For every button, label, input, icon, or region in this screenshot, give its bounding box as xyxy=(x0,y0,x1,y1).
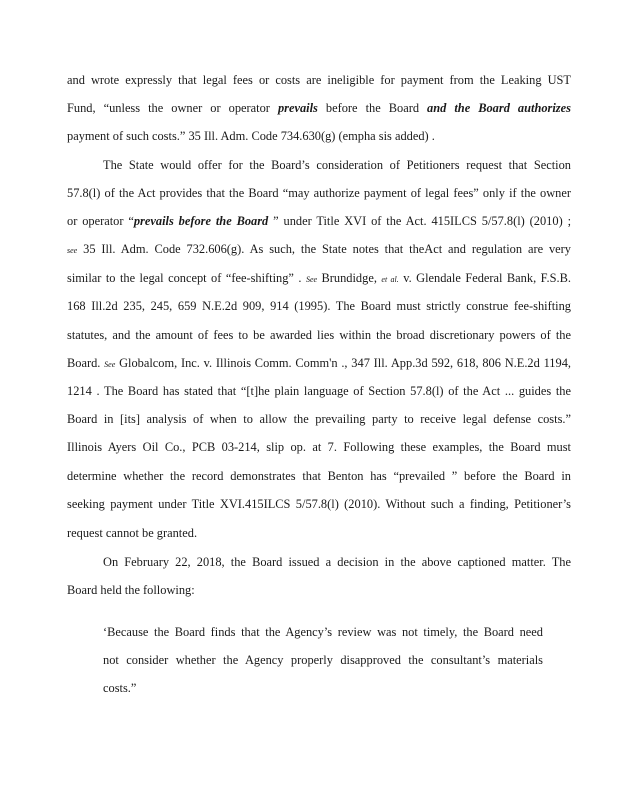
para2-line6: 168 Ill.2d 235, 245, 659 N.E.2d 909, 914 (1995). The Board must strictly construe fee-shifting xyxy=(67,299,571,313)
para2-line13: seeking payment under Title XVI.415ILCS 5/57.8(l) (2010). Without such a finding, Petitioner’s xyxy=(67,497,571,511)
para2-text: Board. xyxy=(67,356,101,370)
para2-line8 xyxy=(67,355,571,373)
case-name: Brundidge, xyxy=(321,271,377,285)
quote-line2: not consider whether the Agency properly disapproved the consultant’s materials xyxy=(103,653,543,667)
signal-see: See xyxy=(305,275,318,284)
para2-line3 xyxy=(67,213,571,229)
quote-line3: costs.” xyxy=(103,681,137,695)
para2-line9: 1214 . The Board has stated that “[t]he plain language of Section 57.8(l) of the Act ... guides the xyxy=(67,384,571,398)
signal-see: See xyxy=(104,360,116,369)
para2-text: 35 Ill. Adm. Code 732.606(g). As such, the State notes that theAct and regulation are very xyxy=(83,242,571,256)
para2-line2: 57.8(l) of the Act provides that the Board “may authorize payment of legal fees” only if the owner xyxy=(67,186,571,200)
para2-line7: statutes, and the amount of fees to be awarded lies within the broad discretionary powers of the xyxy=(67,328,571,342)
para2-line4 xyxy=(67,241,571,259)
emphasis-prevails: prevails xyxy=(277,101,318,115)
para2-line14: request cannot be granted. xyxy=(67,526,198,540)
quote-line1: ‘Because the Board finds that the Agency’s review was not timely, the Board need xyxy=(103,625,543,639)
emphasis-prevails-before-board: prevails before the Board xyxy=(133,214,269,228)
para1-line1: and wrote expressly that legal fees or costs are ineligible for payment from the Leaking UST xyxy=(67,73,571,87)
para2-text: or operator “ xyxy=(67,214,134,228)
para2-text: ” under Title XVI of the Act. 415ILCS 5/57.8(l) (2010) ; xyxy=(273,214,572,228)
case-name: v. Glendale Federal Bank, F.S.B. xyxy=(403,271,571,285)
et-al: et al. xyxy=(381,275,399,284)
citation: Globalcom, Inc. v. Illinois Comm. Comm'n ., 347 Ill. App.3d 592, 618, 806 N.E.2d 1194, xyxy=(119,356,571,370)
signal-see: see xyxy=(67,246,78,255)
para1-text: before the Board xyxy=(325,101,420,115)
para2-line11: Illinois Ayers Oil Co., PCB 03-214, slip op. at 7. Following these examples, the Board must xyxy=(67,440,571,454)
para1-text: Fund, “unless the owner or operator xyxy=(67,101,270,115)
para3-line1: On February 22, 2018, the Board issued a decision in the above captioned matter. The xyxy=(103,555,571,569)
para2-line5 xyxy=(67,270,571,288)
para2-line1: The State would offer for the Board’s consideration of Petitioners request that Section xyxy=(103,158,571,172)
para1-line2 xyxy=(67,100,571,116)
emphasis-authorizes: and the Board authorizes xyxy=(427,101,571,115)
para1-line3: payment of such costs.” 35 Ill. Adm. Code 734.630(g) (empha sis added) . xyxy=(67,129,435,143)
para2-line10: Board in [its] analysis of when to allow the prevailing party to receive legal defense costs.” xyxy=(67,412,571,426)
para2-text: similar to the legal concept of “fee-shifting” . xyxy=(67,271,302,285)
para2-line12: determine whether the record demonstrates that Benton has “prevailed ” before the Board in xyxy=(67,469,571,483)
para3-line2: Board held the following: xyxy=(67,583,195,597)
